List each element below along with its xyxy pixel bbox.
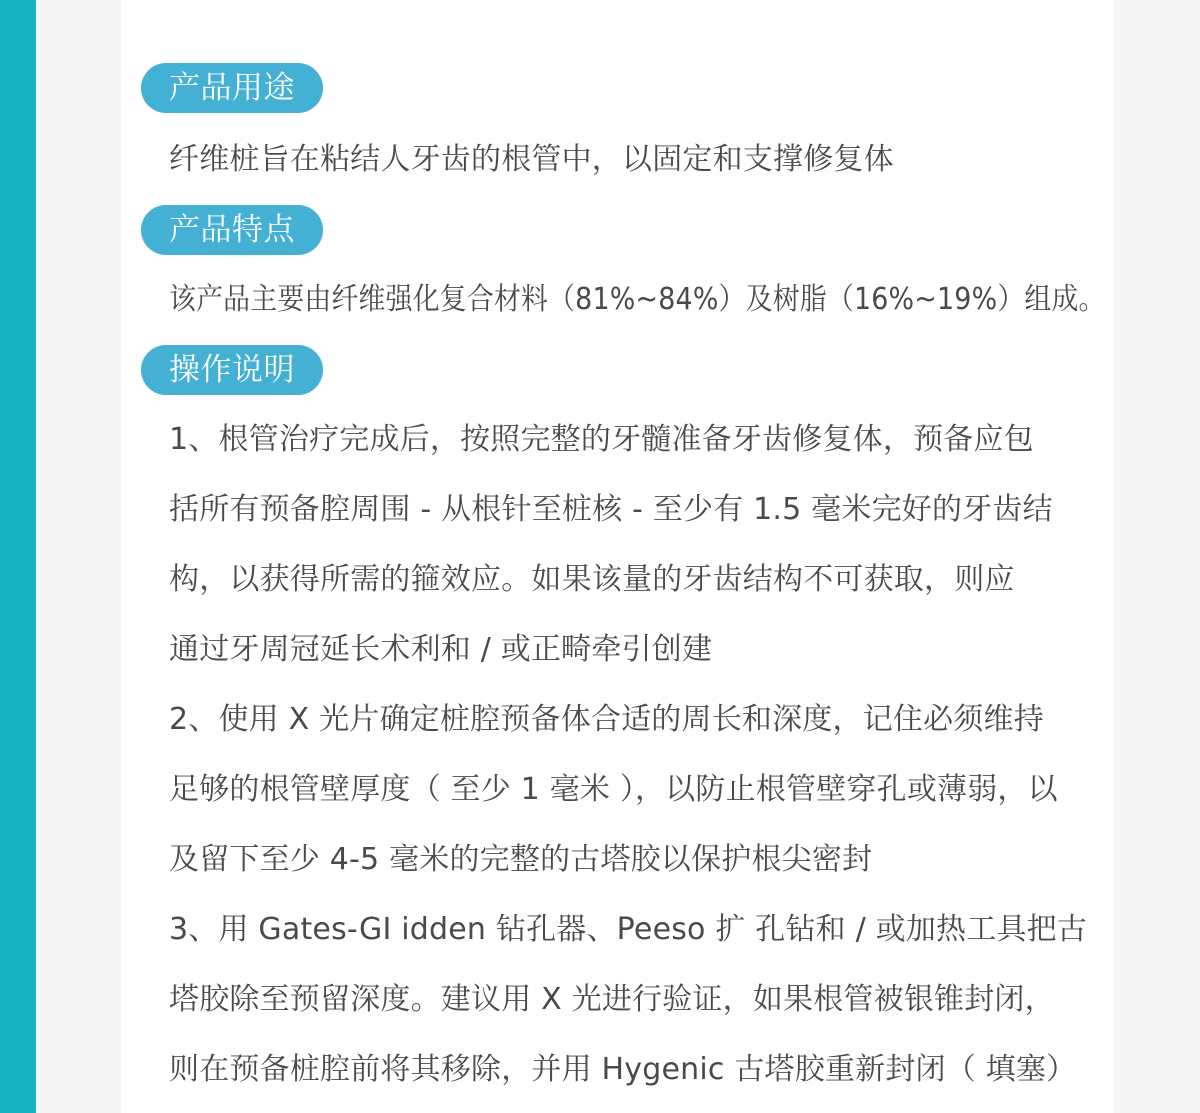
instructions-text-line: 塔胶除至预留深度。建议用 X 光进行验证，如果根管被银锥封闭， — [169, 982, 1055, 1017]
instructions-text-line: 则在预备桩腔前将其移除，并用 Hygenic 古塔胶重新封闭（ 填塞） — [169, 1052, 1077, 1087]
instructions-text-line: 1、根管治疗完成后，按照完整的牙髓准备牙齿修复体，预备应包 — [169, 422, 1034, 457]
instructions-text-line: 3、用 Gates-GI idden 钻孔器、Peeso 扩 孔钻和 / 或加热工具把古 — [169, 912, 1088, 947]
section-title-instructions: 操作说明 — [141, 345, 323, 395]
section-title-features: 产品特点 — [141, 205, 323, 255]
left-accent-bar — [0, 0, 36, 1113]
features-text-line: 该产品主要由纤维强化复合材料（81%~84%）及树脂（16%~19%）组成。 — [169, 282, 1106, 317]
instructions-text-line: 2、使用 X 光片确定桩腔预备体合适的周长和深度，记住必须维持 — [169, 702, 1044, 737]
instructions-text-line: 及留下至少 4-5 毫米的完整的古塔胶以保护根尖密封 — [169, 842, 873, 877]
instructions-text-line: 足够的根管壁厚度（ 至少 1 毫米 ），以防止根管壁穿孔或薄弱，以 — [169, 772, 1058, 807]
instructions-text-line: 括所有预备腔周围 - 从根针至桩核 - 至少有 1.5 毫米完好的牙齿结 — [169, 492, 1053, 527]
usage-text-line: 纤维桩旨在粘结人牙齿的根管中，以固定和支撑修复体 — [169, 142, 894, 177]
content-card — [121, 0, 1114, 1113]
section-title-usage: 产品用途 — [141, 63, 323, 113]
instructions-text-line: 通过牙周冠延长术利和 / 或正畸牵引创建 — [169, 632, 713, 667]
instructions-text-line: 构，以获得所需的箍效应。如果该量的牙齿结构不可获取，则应 — [169, 562, 1015, 597]
